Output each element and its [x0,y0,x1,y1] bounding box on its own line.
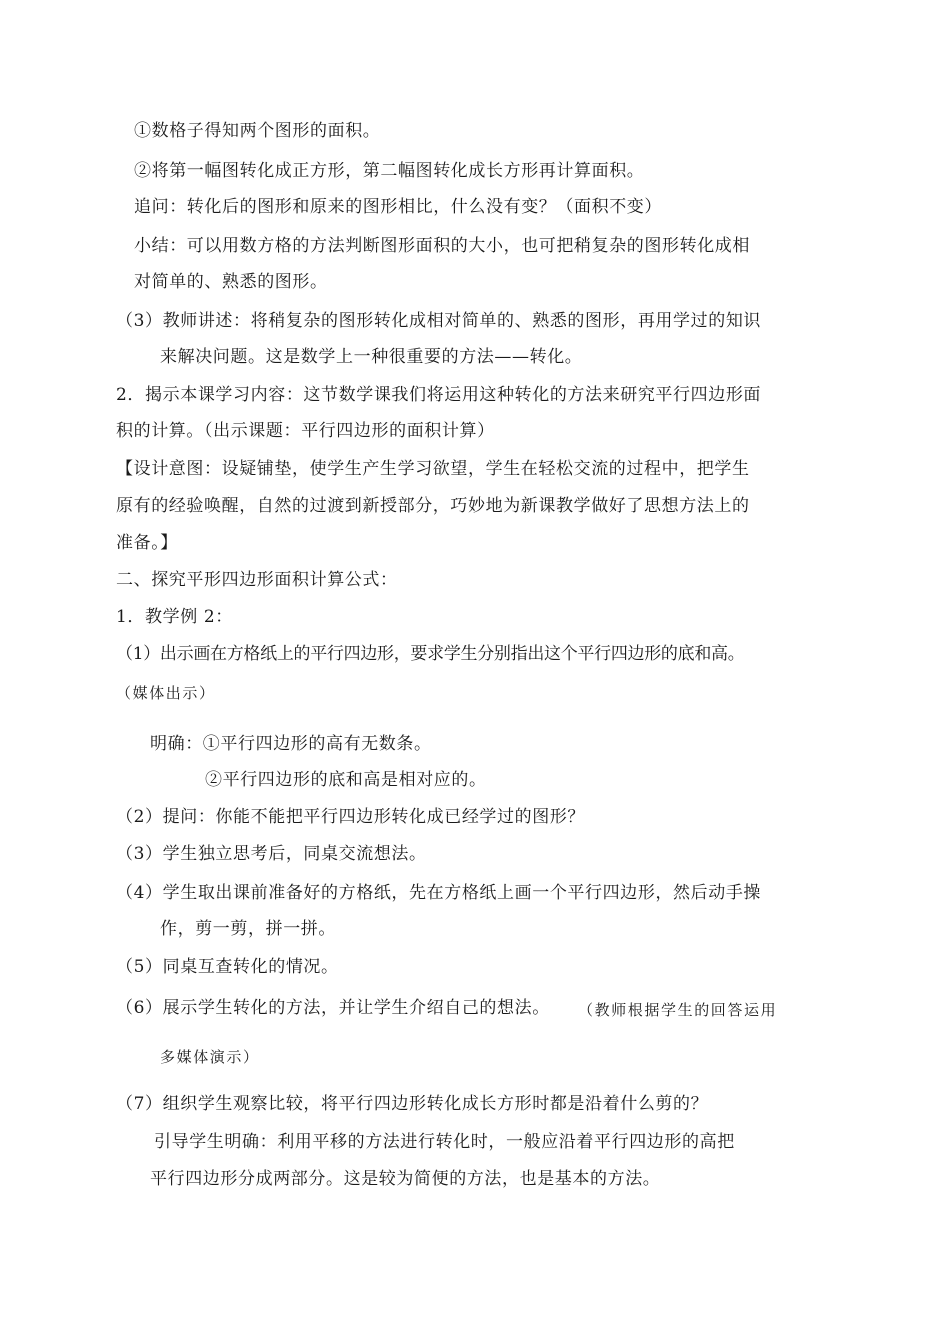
text-line: 原有的经验唤醒，自然的过渡到新授部分，巧妙地为新课教学做好了思想方法上的 [116,496,750,516]
text-line: 作，剪一剪，拼一拼。 [160,919,336,939]
text-line: （媒体出示） [116,684,216,702]
text-line: ②将第一幅图转化成正方形，第二幅图转化成长方形再计算面积。 [134,161,645,181]
text-line: 准备。】 [116,533,178,553]
section-heading: 二、探究平形四边形面积计算公式： [116,570,398,590]
text-line: 追问：转化后的图形和原来的图形相比，什么没有变？（面积不变） [134,197,662,217]
text-line: 积的计算。（出示课题：平行四边形的面积计算） [116,421,495,441]
text-line: 平行四边形分成两部分。这是较为简便的方法，也是基本的方法。 [150,1169,661,1189]
text-line: 对简单的、熟悉的图形。 [134,272,328,292]
text-line: 多媒体演示） [160,1048,260,1066]
text-line: （6）展示学生转化的方法，并让学生介绍自己的想法。 [116,998,550,1018]
text-line: （2）提问：你能不能把平行四边形转化成已经学过的图形？ [116,807,586,827]
text-line: 来解决问题。这是数学上一种很重要的方法——转化。 [160,347,583,367]
text-line: 【设计意图：设疑铺垫，使学生产生学习欲望，学生在轻松交流的过程中，把学生 [116,459,750,479]
text-line: 明确：①平行四边形的高有无数条。 [150,734,432,754]
text-line: （5）同桌互查转化的情况。 [116,957,339,977]
text-line: 引导学生明确：利用平移的方法进行转化时，一般应沿着平行四边形的高把 [154,1132,735,1152]
text-line: （4）学生取出课前准备好的方格纸，先在方格纸上画一个平行四边形，然后动手操 [116,883,762,903]
text-line: （教师根据学生的回答运用 [578,1001,778,1019]
text-line: （3）教师讲述：将稍复杂的图形转化成相对简单的、熟悉的图形，再用学过的知识 [116,311,762,331]
text-line: 小结：可以用数方格的方法判断图形面积的大小，也可把稍复杂的图形转化成相 [134,236,750,256]
text-line: （1）出示画在方格纸上的平行四边形，要求学生分别指出这个平行四边形的底和高。 [116,644,745,664]
text-line: （3）学生独立思考后，同桌交流想法。 [116,844,427,864]
text-line: 1．教学例 2： [116,607,233,627]
text-line: ①数格子得知两个图形的面积。 [134,121,381,141]
text-line: （7）组织学生观察比较，将平行四边形转化成长方形时都是沿着什么剪的？ [116,1094,709,1114]
text-line: 2．揭示本课学习内容：这节数学课我们将运用这种转化的方法来研究平行四边形面 [116,385,762,405]
text-line: ②平行四边形的底和高是相对应的。 [205,770,487,790]
